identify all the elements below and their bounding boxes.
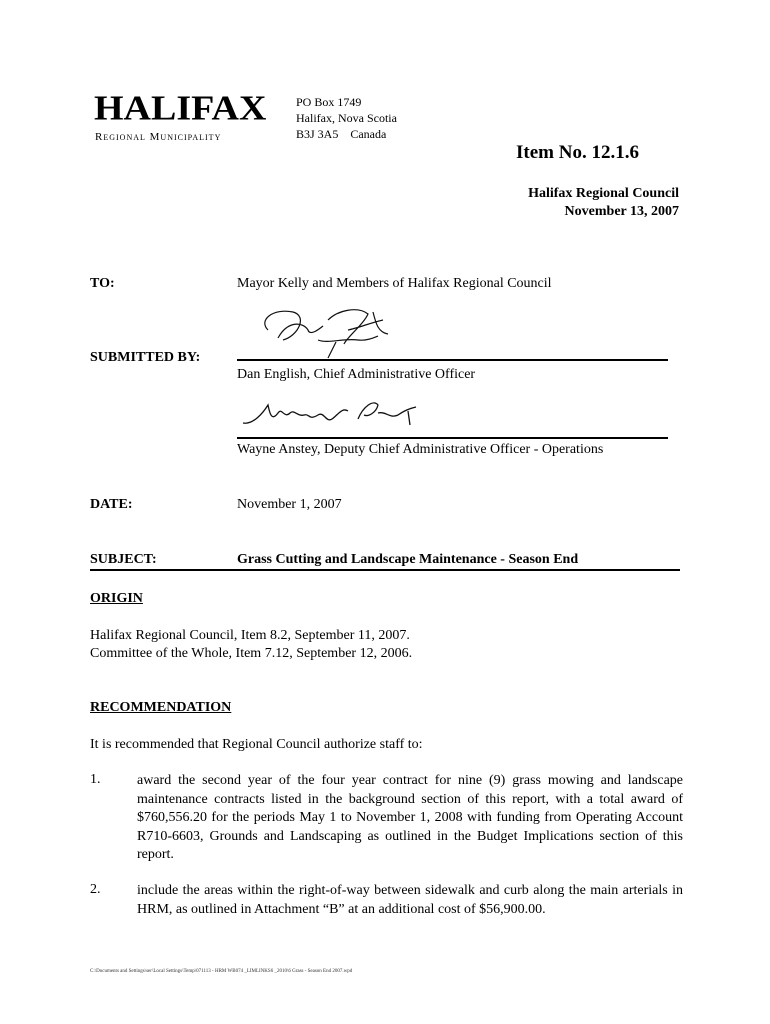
recommendation-item-2-text: include the areas within the right-of-way between sidewalk and curb along the main arterials in HRM, as outlined in Attachment “B” at an additional cost of $56,900.00. (137, 883, 683, 917)
council-name: Halifax Regional Council (528, 186, 679, 201)
address-line-2: Halifax, Nova Scotia (296, 111, 397, 125)
subject-value: Grass Cutting and Landscape Maintenance - Season End (237, 552, 579, 567)
recommendation-item-2-number: 2. (90, 882, 101, 897)
signature-line-2 (237, 437, 668, 439)
recommendation-item-1-number: 1. (90, 772, 101, 787)
address-line-3: B3J 3A5 Canada (296, 127, 387, 141)
halifax-logo: HALIFAX (94, 89, 267, 128)
origin-heading: ORIGIN (90, 591, 143, 606)
date-value: November 1, 2007 (237, 497, 342, 512)
recommendation-intro: It is recommended that Regional Council authorize staff to: (90, 737, 423, 752)
recommendation-heading: RECOMMENDATION (90, 700, 232, 715)
subject-divider (90, 569, 680, 571)
recommendation-item-1-text: award the second year of the four year contract for nine (9) grass mowing and landscape maintenance contracts listed in the background section of this report, with a total award of $760,556.20 for the periods May 1 to November 1, 2008 with funding from Operating Account R710-6603, Grounds and Landscaping as outlined in the Budget Implications section of this report. (137, 773, 683, 862)
signer-1: Dan English, Chief Administrative Officer (237, 367, 476, 382)
signature-line-1 (237, 359, 668, 361)
signature-wayne-anstey (238, 393, 428, 433)
to-label: TO: (90, 276, 115, 291)
signature-dan-english (248, 300, 418, 360)
halifax-logo-subtext: Regional Municipality (95, 131, 222, 143)
council-block (528, 185, 679, 221)
subject-label: SUBJECT: (90, 552, 157, 567)
council-date: November 13, 2007 (564, 204, 679, 219)
date-label: DATE: (90, 497, 133, 512)
submitted-by-label: SUBMITTED BY: (90, 350, 201, 365)
to-value: Mayor Kelly and Members of Halifax Regional Council (237, 276, 552, 291)
item-number: Item No. 12.1.6 (516, 142, 639, 163)
origin-line-1: Halifax Regional Council, Item 8.2, September 11, 2007. (90, 628, 410, 643)
address-line-1: PO Box 1749 (296, 95, 362, 109)
signer-2: Wayne Anstey, Deputy Chief Administrative Officer - Operations (237, 442, 604, 457)
origin-line-2: Committee of the Whole, Item 7.12, September 12, 2006. (90, 646, 413, 661)
file-path-footer: C:\Documents and Settings\ser\Local Settings\Temp\071113 - HRM WB074 _LIMLINKS6 _2010\6 Grass - Season End 2007.wpd (90, 969, 353, 974)
